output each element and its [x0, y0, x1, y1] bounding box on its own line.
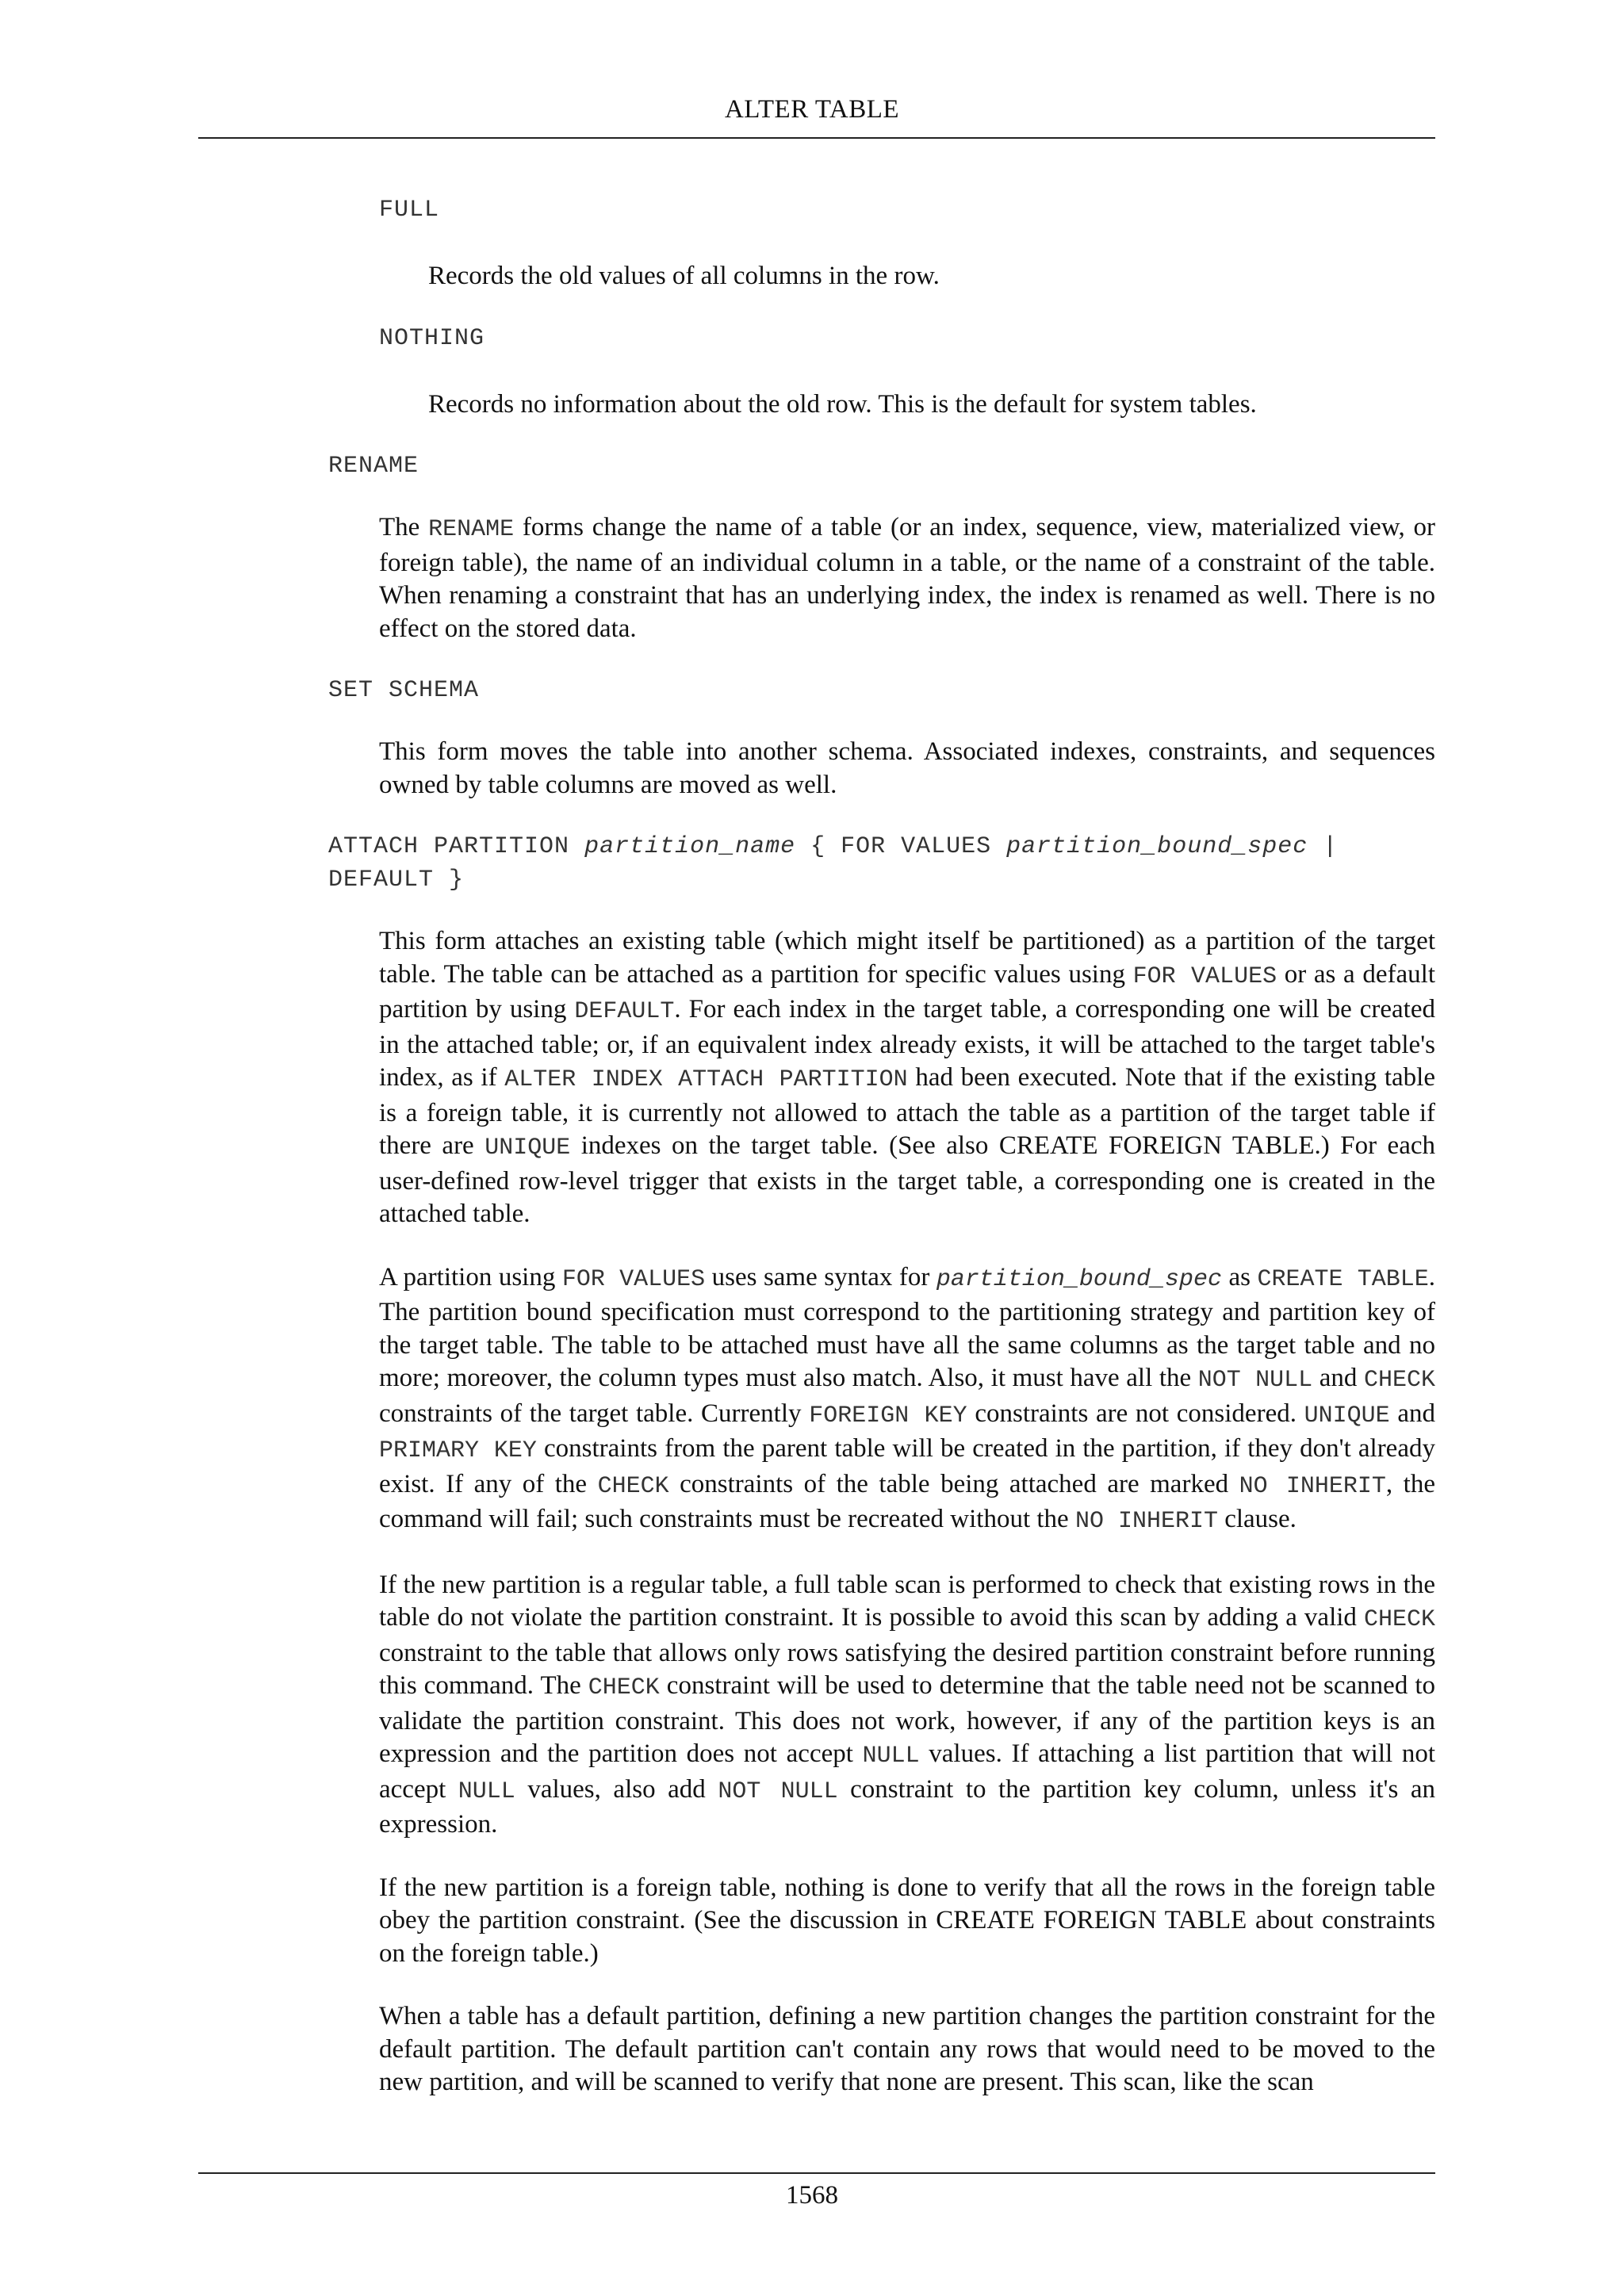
desc-attach-p3: If the new partition is a regular table, a full table scan is performed to check that existing rows in the table do not violate the partition constraint. It is possible to avoid this scan by adding a valid CHECK constraint to the table that allows only rows satisfying the desired partition constraint before running this command. The CHECK constraint will be used to determine that the table need not be scanned to validate the partition constraint. This does not work, however, if any of the partition keys is an expression and the partition does not accept NULL values. If attaching a list partition that will not accept NULL values, also add NOT NULL constraint to the partition key column, unless it's an expression.	[379, 1570, 1436, 1839]
page-content	[328, 193, 1435, 2099]
desc-set-schema: This form moves the table into another schema. Associated indexes, constraints, and sequences owned by table columns are moved as well.	[379, 737, 1435, 799]
term-full: FULL	[379, 197, 440, 224]
placeholder-partition-name: partition_name	[584, 833, 796, 860]
term-set-schema: SET SCHEMA	[328, 677, 480, 704]
desc-attach-p1: This form attaches an existing table (which might itself be partitioned) as a partition of the target table. The table can be attached as a partition for specific values using FOR VALUES or as a default partition by using DEFAULT. For each index in the target table, a corresponding one will be created in the attached table; or, if an equivalent index already exists, it will be attached to the target table's index, as if ALTER INDEX ATTACH PARTITION had been executed. Note that if the existing table is a foreign table, it is currently not allowed to attach the table as a partition of the target table if there are UNIQUE indexes on the target table. (See also CREATE FOREIGN TABLE.) For each user-defined row-level trigger that exists in the target table, a corresponding one is created in the attached table.	[379, 927, 1435, 1228]
desc-attach-p2: A partition using FOR VALUES uses same syntax for partition_bound_spec as CREATE TABLE. The partition bound specification must correspond to the partitioning strategy and partition key of the target table. The table to be attached must have all the same columns as the target table and no more; moreover, the column types must also match. Also, it must have all the NOT NULL and CHECK constraints of the target table. Currently FOREIGN KEY constraints are not considered. UNIQUE and PRIMARY KEY constraints from the parent table will be created in the partition, if they don't already exist. If any of the CHECK constraints of the table being attached are marked NO INHERIT, the command will fail; such constraints must be recreated without the NO INHERIT clause.	[379, 1262, 1435, 1535]
desc-nothing: Records no information about the old row. This is the default for system tables.	[428, 389, 1257, 419]
term-nothing: NOTHING	[379, 324, 485, 352]
placeholder-partition-bound-spec: partition_bound_spec	[1006, 833, 1308, 860]
footer-rule	[198, 2172, 1435, 2174]
term-attach-partition: ATTACH PARTITION partition_name { FOR VALUES partition_bound_spec | DEFAULT }	[328, 833, 1339, 894]
page-number: 1568	[786, 2181, 838, 2210]
code-rename: RENAME	[428, 516, 515, 543]
header-rule	[198, 137, 1435, 139]
term-rename: RENAME	[328, 453, 419, 480]
desc-rename: The RENAME forms change the name of a table (or an index, sequence, view, materialized view, or foreign table), the name of an individual column in a table, or the name of a constraint of the table. When renaming a constraint that has an underlying index, the index is renamed as well. There is no effect on the stored data.	[379, 513, 1435, 643]
page-title: ALTER TABLE	[724, 95, 900, 124]
desc-attach-p5: When a table has a default partition, defining a new partition changes the partition constraint for the default partition. The default partition can't contain any rows that would need to be moved to the new partition, and will be scanned to verify that none are present. This scan, like the scan	[379, 2002, 1435, 2096]
desc-attach-p4: If the new partition is a foreign table, nothing is done to verify that all the rows in the foreign table obey the partition constraint. (See the discussion in CREATE FOREIGN TABLE about constraints on the foreign table.)	[379, 1873, 1435, 1968]
desc-full: Records the old values of all columns in the row.	[428, 262, 940, 290]
